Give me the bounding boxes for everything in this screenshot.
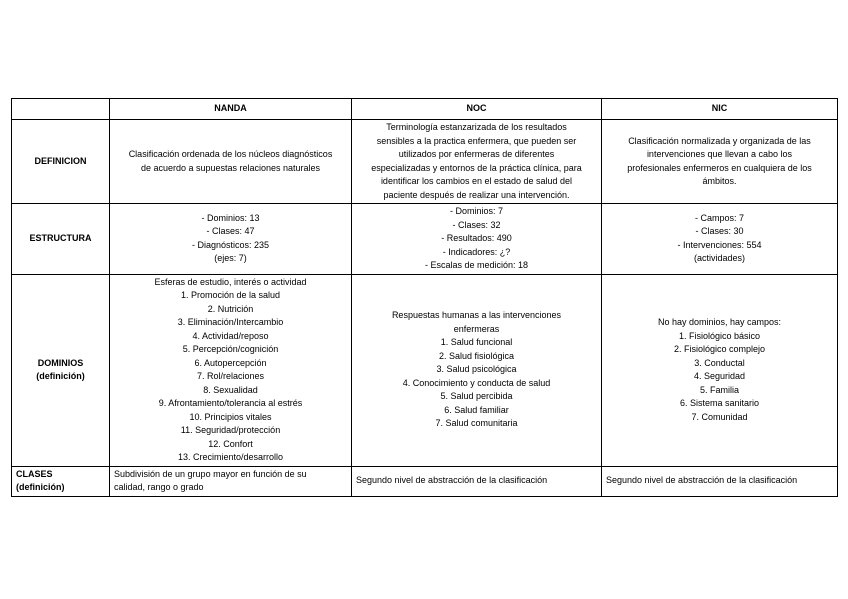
- text-line: 2. Salud fisiológica: [438, 350, 515, 361]
- cell-dominios-noc: [352, 274, 602, 466]
- text-line: 4. Actividad/reposo: [192, 330, 269, 341]
- text-line: enfermeras: [453, 323, 500, 334]
- header-row: [12, 99, 838, 120]
- text-line: 7. Comunidad: [691, 411, 748, 422]
- text-line: - Intervenciones: 554: [677, 239, 762, 250]
- text-line: intervenciones que llevan a cabo los: [646, 149, 793, 159]
- header-noc: NOC: [352, 99, 602, 120]
- text-line: (actividades): [693, 253, 746, 264]
- row-label-dominios-subtitle: (definición): [36, 371, 85, 381]
- text-line: 6. Salud familiar: [444, 404, 509, 415]
- text-line: 1. Promoción de la salud: [180, 290, 281, 300]
- text-line: 5. Percepción/cognición: [182, 344, 279, 354]
- text-line: sensibles a la practica enfermera, que pueden ser: [376, 135, 577, 146]
- text-line: 3. Conductal: [694, 357, 745, 368]
- cell-estructura-nanda: [110, 204, 352, 275]
- text-line: calidad, rango o grado: [114, 482, 204, 492]
- header-blank: [12, 99, 110, 120]
- cell-estructura-noc: [352, 204, 602, 275]
- text-line: ámbitos.: [702, 176, 737, 186]
- text-line: Esferas de estudio, interés o actividad: [154, 276, 307, 287]
- row-label-dominios-title: DOMINIOS: [37, 357, 84, 368]
- cell-clases-nic: Segundo nivel de abstracción de la clasificación: [602, 466, 838, 496]
- cell-clases-nanda: [110, 466, 352, 496]
- text-line: 11. Seguridad/protección: [180, 425, 281, 435]
- text-line: especializadas y entornos de la práctica clínica, para: [371, 162, 582, 173]
- header-nic: NIC: [602, 99, 838, 120]
- text-line: 4. Conocimiento y conducta de salud: [402, 377, 551, 388]
- text-line: 12. Confort: [208, 438, 253, 449]
- cell-dominios-nic: [602, 274, 838, 466]
- text-line: de acuerdo a supuestas relaciones naturales: [140, 162, 321, 173]
- text-line: - Clases: 47: [206, 226, 255, 237]
- text-line: 10. Principios vitales: [189, 411, 272, 422]
- cell-dominios-nanda: [110, 274, 352, 466]
- text-line: 7. Rol/relaciones: [196, 371, 265, 381]
- text-line: - Clases: 30: [695, 226, 744, 237]
- text-line: Respuestas humanas a las intervenciones: [391, 310, 562, 321]
- text-line: 8. Sexualidad: [203, 384, 258, 395]
- text-line: No hay dominios, hay campos:: [657, 317, 782, 327]
- text-line: 6. Autopercepción: [194, 357, 267, 368]
- text-line: 5. Salud percibida: [440, 391, 513, 402]
- row-label-estructura: ESTRUCTURA: [12, 204, 110, 275]
- cell-definicion-nanda: [110, 120, 352, 204]
- text-line: Terminología estanzarizada de los resultados: [386, 122, 567, 132]
- text-line: - Resultados: 490: [441, 233, 512, 243]
- text-line: Clasificación ordenada de los núcleos diagnósticos: [128, 149, 333, 159]
- text-line: - Dominios: 7: [449, 206, 503, 216]
- text-line: profesionales enfermeros en cualquiera de los: [627, 162, 812, 173]
- text-line: 4. Seguridad: [693, 371, 746, 381]
- text-line: 3. Eliminación/Intercambio: [177, 317, 284, 327]
- text-line: Clasificación normalizada y organizada de las: [628, 135, 811, 146]
- row-label-definicion: DEFINICION: [12, 120, 110, 204]
- row-label-clases-subtitle: (definición): [16, 482, 65, 492]
- text-line: identificar los cambios en el estado de salud del: [380, 176, 573, 186]
- text-line: utilizados por enfermeras de diferentes: [398, 149, 555, 159]
- text-line: 1. Fisiológico básico: [678, 330, 761, 341]
- text-line: 3. Salud psicológica: [436, 364, 517, 375]
- cell-estructura-nic: [602, 204, 838, 275]
- text-line: 9. Afrontamiento/tolerancia al estrés: [158, 398, 303, 408]
- cell-clases-noc: Segundo nivel de abstracción de la clasificación: [352, 466, 602, 496]
- cell-definicion-nic: [602, 120, 838, 204]
- text-line: - Clases: 32: [452, 219, 501, 230]
- text-line: 2. Nutrición: [207, 303, 254, 314]
- text-line: (ejes: 7): [214, 253, 247, 264]
- row-label-clases: [12, 466, 110, 496]
- text-line: - Diagnósticos: 235: [191, 239, 270, 250]
- text-line: 7. Salud comunitaria: [435, 418, 518, 429]
- row-dominios: [12, 274, 838, 466]
- nanda-noc-nic-comparison-table: [11, 98, 838, 497]
- text-line: - Indicadores: ¿?: [442, 246, 511, 257]
- text-line: - Escalas de medición: 18: [424, 260, 529, 270]
- text-line: 6. Sistema sanitario: [679, 398, 760, 408]
- row-clases: [12, 466, 838, 496]
- row-label-dominios: [12, 274, 110, 466]
- text-line: - Dominios: 13: [201, 212, 260, 223]
- row-definicion: [12, 120, 838, 204]
- text-line: paciente después de realizar una intervención.: [383, 189, 570, 200]
- text-line: 1. Salud funcional: [440, 337, 513, 348]
- row-label-clases-title: CLASES: [16, 468, 53, 479]
- text-line: 5. Familia: [699, 384, 739, 395]
- text-line: 13. Crecimiento/desarrollo: [177, 452, 284, 462]
- text-line: 2. Fisiológico complejo: [673, 344, 766, 354]
- header-nanda: NANDA: [110, 99, 352, 120]
- cell-definicion-noc: [352, 120, 602, 204]
- row-estructura: [12, 204, 838, 275]
- text-line: - Campos: 7: [694, 212, 745, 223]
- text-line: Subdivisión de un grupo mayor en función de su: [114, 468, 307, 479]
